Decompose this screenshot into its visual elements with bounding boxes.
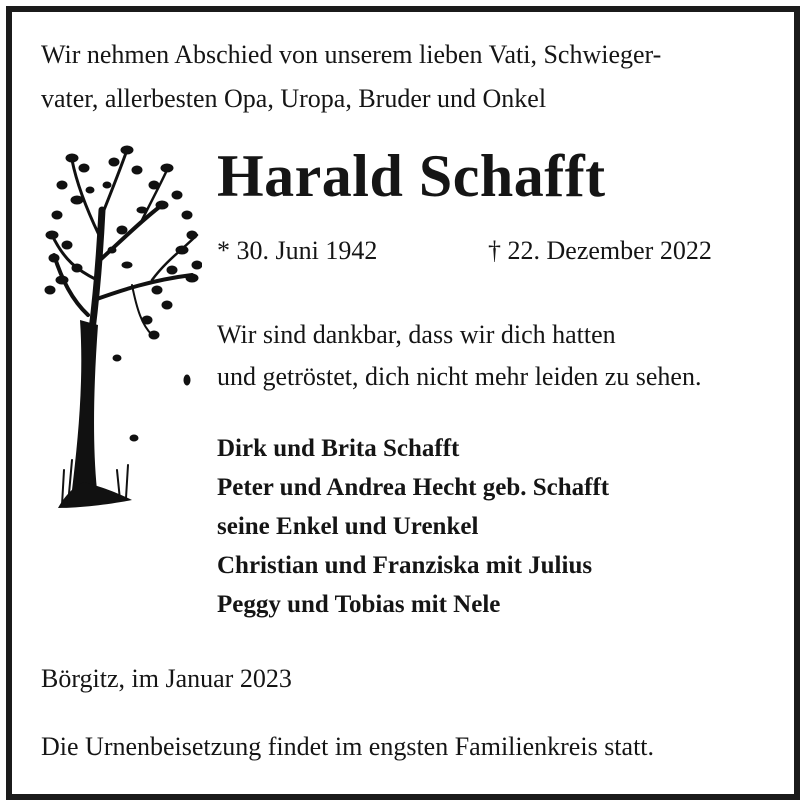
- deceased-name: Harald Schafft: [217, 143, 606, 209]
- intro-line-2: vater, allerbesten Opa, Uropa, Bruder und Onkel: [41, 84, 547, 113]
- verse-line-1: Wir sind dankbar, dass wir dich hatten: [217, 320, 616, 349]
- tree-icon: [42, 140, 202, 510]
- verse-line-2: und getröstet, dich nicht mehr leiden zu sehen.: [217, 362, 702, 391]
- birth-date: * 30. Juni 1942: [217, 236, 378, 265]
- mourner-line: Christian und Franziska mit Julius: [217, 552, 593, 579]
- mourner-line: Dirk und Brita Schafft: [217, 435, 460, 462]
- mourner-line: Peggy und Tobias mit Nele: [217, 591, 501, 618]
- intro-line-1: Wir nehmen Abschied von unserem lieben Vati, Schwieger-: [41, 40, 662, 69]
- obituary-notice: [6, 6, 800, 800]
- place-date: Börgitz, im Januar 2023: [41, 664, 292, 693]
- mourner-line: Peter und Andrea Hecht geb. Schafft: [217, 474, 610, 501]
- mourner-line: seine Enkel und Urenkel: [217, 513, 479, 540]
- death-date: † 22. Dezember 2022: [488, 236, 712, 265]
- burial-note: Die Urnenbeisetzung findet im engsten Familienkreis statt.: [41, 732, 655, 761]
